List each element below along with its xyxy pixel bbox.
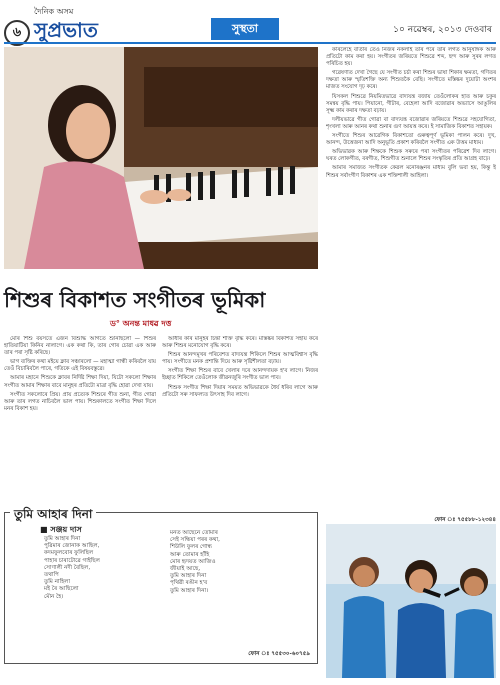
brand-name: সুপ্রভাত bbox=[34, 18, 98, 42]
section-tag: সুস্থতা bbox=[211, 18, 279, 40]
photo-children-singing bbox=[326, 524, 496, 678]
paragraph: সংগীত শিক্ষা শিশুৰ বাবে খেলাৰ দৰে আনন্দদায়ক হ'ব লাগে। নিজৰ ইচ্ছাত শিকিলে তেওঁলোক জীৱনজুৰি সংগীত ভাল পাব। bbox=[162, 368, 318, 382]
paragraph: যিসকল শিশুৱে নিয়মিতভাৱে বাদ্যযন্ত্ৰ বজায় তেওঁলোকৰ হাত আৰু চকুৰ সমন্বয় বৃদ্ধি পায়। পিয়ানো, গীটাৰ, বেহেলা আদি বজোৱাৰ অভ্যাসে আঙুলিৰ সূক্ষ্ম কাম কৰাৰ দক্ষতা বঢ়ায়। bbox=[326, 93, 496, 114]
paragraph: কৰিলেহে বাৰ্তাৰ তেওঁ নিজৰ নকলাই তাৰ পৰে তাৰ লগত আনুষঙ্গিক আৰু প্ৰতিটো কাম কৰা হয়। সংগীতৰ জৰিয়তে শিশুৱে শব্দ, ছন্দ আৰু সুৰৰ লগত পৰিচিত হয়। bbox=[326, 47, 496, 68]
poem-line: তুমি আহাৰ দিনা bbox=[44, 536, 81, 542]
issue-date: ১০ নৱেম্বৰ, ২০১৩ দেওবাৰ bbox=[393, 25, 492, 35]
poem-line: কদমফুলবোৰ ফুলিছিল bbox=[44, 550, 94, 557]
paragraph: গৱেষণাত দেখা গৈছে যে সংগীত চৰ্চা কৰা শিশুৰ ভাষা শিকাৰ ক্ষমতা, গণিতৰ দক্ষতা আৰু স্মৃতিশক্তি অন্য শিশুতকৈ বেছি। সংগীতে মস্তিষ্কৰ দুয়োটা অংশৰ মাজত সংযোগ দৃঢ় কৰে। bbox=[326, 70, 496, 91]
poem-line: তুমি আহাৰ দিনা। bbox=[170, 587, 209, 594]
paragraph: আমাৰ সমাজত সংগীতক কেৱল মনোৰঞ্জনৰ মাধ্যম বুলি ভবা হয়, কিন্তু ই শিশুৰ সৰ্বাংগীণ বিকাশৰ এক শক্তিশালী আহিলা। bbox=[326, 165, 496, 179]
poem-line: পৃথিৱী ৰঙীন হ'ব bbox=[170, 580, 208, 587]
paragraph: মোৰ শিশু বয়সতে এজন বিশুদ্ধি আগতে শুনিছিলো — শিশুৰ হাতিয়াটিয়া কিনিব নালাগে। এক কথা কি, তাৰ গোৰ চোৱা এক আৰু তাৰ পৰা সৃষ্টি কৰিছে। bbox=[4, 336, 156, 357]
poem-stanza-1 bbox=[44, 536, 150, 601]
poem-line: তথাপি bbox=[44, 572, 59, 579]
paragraph: আমাৰ মহানে শিশুকে ক্লাবৰ নিৰ্দিষ্ট শিক্ষা দিয়া, যিটো সকলো শিক্ষাৰ সংগীত আমাৰ শিক্ষাৰ বাবে মানুহৰ প্ৰতিটো মাত্ৰা বৃদ্ধি হোৱা দেখা যায়। bbox=[4, 375, 156, 389]
poem-author: ■ সঞ্জয় দাস bbox=[40, 525, 82, 534]
author-contact: ফোন ঃ ৭৫৫৮৮-১২৩৪৪ bbox=[434, 517, 496, 523]
article-column-middle bbox=[162, 336, 318, 504]
poem-line: পুৱিমাৰ জোনাক আছিল, bbox=[44, 543, 100, 550]
hero-photo-girl-piano bbox=[4, 47, 318, 269]
brand-logo bbox=[34, 6, 124, 44]
paragraph: আধাৰ কৰি মানুহৰ চিন্তা শক্তি বৃদ্ধি কৰে। মস্তিষ্কৰ বিকাশত সহায় কৰে আৰু শিশুৰ মনোযোগ বৃদ্ধি কৰে। bbox=[162, 336, 318, 350]
poem-line: সোণালী নদী বৈছিল, bbox=[44, 564, 91, 571]
article-byline: ড° অনন্ত মাধৱ দত্ত bbox=[110, 319, 172, 328]
poet-contact: ফোন ঃ ৭৫৫৩০-৬০৭৫৯ bbox=[248, 651, 310, 657]
paragraph: ভাগ ব্যক্তিৰ কথা মইয়ে ক্লাব সঞ্চাৰলো — মহাত্মা গান্ধী কৰিবলৈ যায় তেওঁ বিচাৰিবলৈ পাৰে, গতিকে এই বিষয়বস্তুৱে। bbox=[4, 359, 156, 373]
poem-line: শিউলি ফুলৰ গোন্ধ bbox=[170, 544, 212, 551]
paragraph: সংগীত সকলোৰে প্ৰিয়। প্ৰায় প্ৰত্যেক শিশুৰে গীত শুনা, গীত গোৱা আৰু তাৰ লগত নাচিবলৈ ভাল পায়। শিশুকালতে সংগীত শিক্ষা দিলে মনৰ বিকাশ হয়। bbox=[4, 391, 156, 412]
poem-line: মই ৰৈ আছিলো bbox=[44, 586, 79, 593]
poem-line: জীয়াই আছে, bbox=[170, 566, 201, 573]
paragraph: শিশুৰ আনন্দমূখৰ পৰিবেশত বাদ্যযন্ত্ৰ শিকিলে শিশুৰ আত্মবিশ্বাস বৃদ্ধি পায়। সংগীতে মনক প্ৰশান্তি দিয়ে আৰু সৃষ্টিশীলতা বঢ়ায়। bbox=[162, 352, 318, 366]
poem-line: আৰু তোমাৰ হাঁহি bbox=[170, 551, 210, 558]
poem-stanza-2 bbox=[170, 530, 300, 595]
poem-line: মৌন হৈ। bbox=[44, 593, 64, 600]
page-number: ৬ bbox=[4, 20, 30, 46]
paragraph: সংগীতে শিশুৰ আৱেগিক বিকাশতো গুৰুত্বপূৰ্ণ ভূমিকা পালন কৰে। দুখ, আনন্দ, উত্তেজনা আদি অনুভূতি প্ৰকাশ কৰিবলৈ সংগীত এক উত্তম মাধ্যম। bbox=[326, 133, 496, 147]
poem-line: মনত আছেনে তোমাৰ bbox=[170, 530, 218, 536]
poem-line: মোৰ হৃদয়ত আজিও bbox=[170, 558, 216, 565]
poem-title: তুমি আহাৰ দিনা bbox=[10, 506, 96, 526]
paragraph: অভিভাৱক আৰু শিক্ষকে শিশুক সৰুৰে পৰা সংগীতৰ পৰিৱেশ দিব লাগে। ঘৰত লোকগীত, বৰগীত, শিশুগীত শুনালে শিশুৰ সংস্কৃতিৰ প্ৰতি আগ্ৰহ বাঢ়ে। bbox=[326, 149, 496, 163]
paragraph: দলীয়ভাৱে গীত গোৱা বা বাদ্যযন্ত্ৰ বজোৱাৰ জৰিয়তে শিশুৱে সহযোগিতা, শৃংখলা আৰু আনৰ কথা শুনাৰ গুণ আয়ত্ত কৰে। ই সামাজিক বিকাশত সহায়ক। bbox=[326, 116, 496, 130]
header-rule bbox=[4, 42, 496, 44]
poem-line: পাহাৰ চাৰাটোৱে গাইছিল bbox=[44, 557, 100, 564]
poem-line: সেই সন্ধিয়া পৰৰ কথা, bbox=[170, 537, 220, 544]
poem-line: তুমি নাহিলা bbox=[44, 579, 70, 586]
paragraph: শিশুক সংগীত শিক্ষা দিয়াৰ সময়ত অভিভাৱকে ধৈৰ্য ধৰিব লাগে আৰু প্ৰতিটো সৰু সাফল্যত উৎসাহ দিব লাগে। bbox=[162, 384, 318, 398]
article-column-left bbox=[4, 336, 156, 504]
poem-line: তুমি আহাৰ দিনা bbox=[170, 573, 207, 580]
article-column-right bbox=[326, 47, 496, 515]
article-headline: শিশুৰ বিকাশত সংগীতৰ ভূমিকা bbox=[4, 287, 266, 312]
brand-small: দৈনিক অসম bbox=[34, 7, 74, 16]
